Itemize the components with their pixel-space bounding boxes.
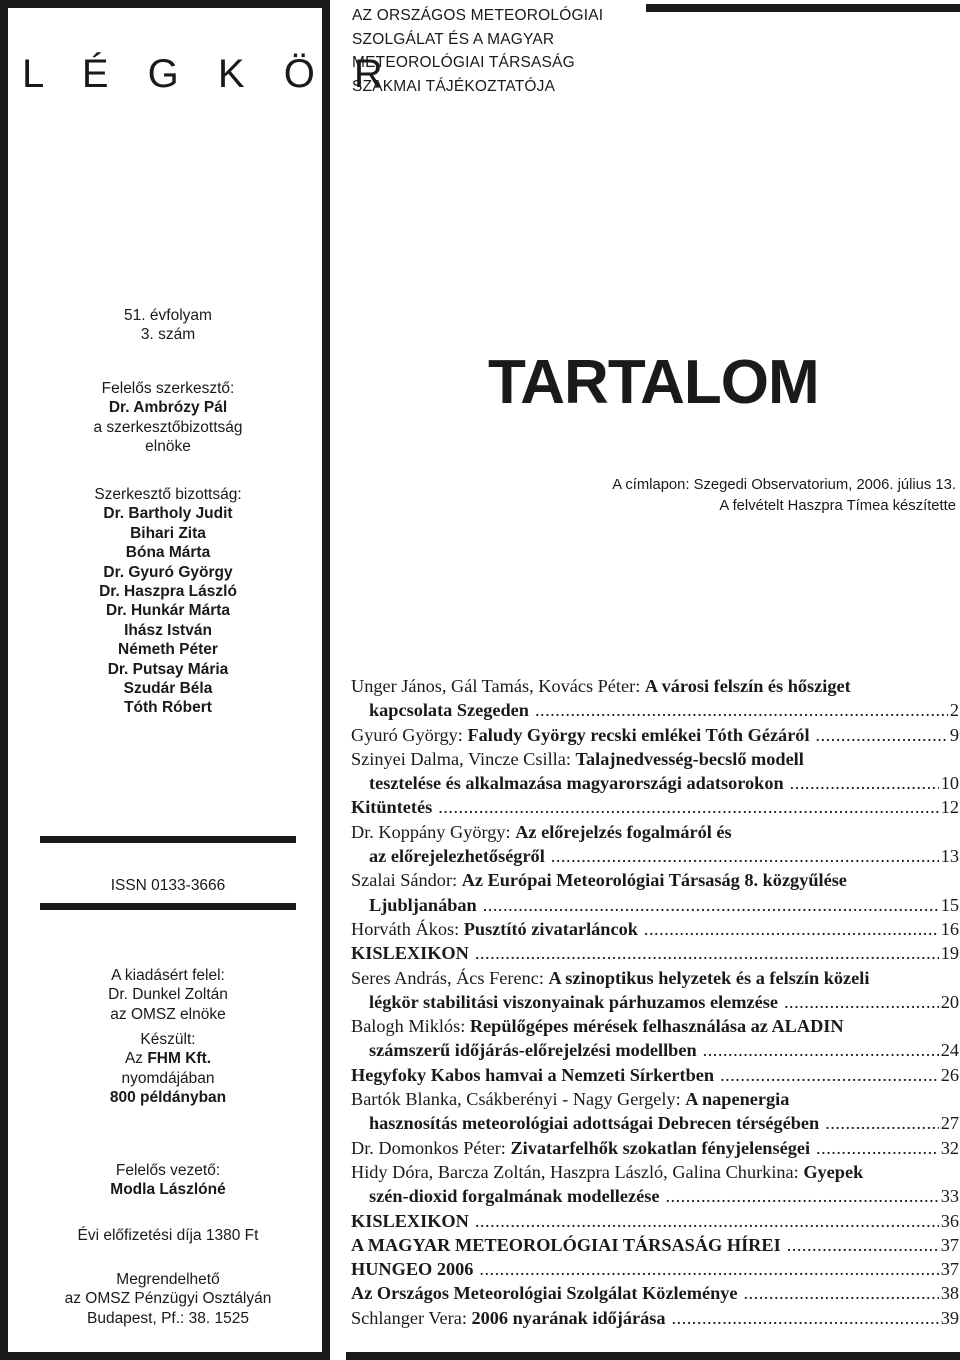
toc-authors: Szalai Sándor: — [351, 870, 458, 891]
board-label: Szerkesztő bizottság: — [94, 486, 242, 503]
made-label: Készült: — [140, 1031, 196, 1048]
toc-page-number: 9 — [949, 724, 959, 745]
toc-title: A napenergia — [685, 1089, 790, 1110]
toc-title-continued: hasznosítás meteorológiai adottságai Debrecen térségében — [369, 1113, 820, 1134]
toc-leader-dots — [672, 1306, 939, 1330]
toc-title: A MAGYAR METEOROLÓGIAI TÁRSASÁG HÍREI — [351, 1234, 781, 1255]
toc-authors: Horváth Ákos: — [351, 918, 460, 939]
toc-entry[interactable] — [351, 1233, 959, 1257]
toc-entry-line — [351, 966, 959, 990]
toc-entry-line — [351, 1038, 959, 1062]
board-member: Dr. Haszpra László — [99, 583, 237, 601]
publisher-responsible-name: Dr. Dunkel Zoltán — [108, 986, 228, 1004]
toc-authors: Hidy Dóra, Barcza Zoltán, Haszpra László, Galina Churkina: — [351, 1161, 799, 1182]
toc-entry-line — [351, 723, 959, 747]
toc-title: A városi felszín és hősziget — [644, 676, 851, 696]
toc-entry-text — [351, 1063, 714, 1087]
toc-authors: Seres András, Ács Ferenc: — [351, 967, 544, 988]
toc-title: KISLEXIKON — [351, 1210, 469, 1231]
order-label: Megrendelhető — [116, 1271, 220, 1288]
printing-info — [40, 1030, 296, 1108]
toc-entry[interactable] — [351, 1087, 959, 1136]
toc-entry-line — [351, 1014, 959, 1038]
editor-label: Felelős szerkesztő: — [101, 380, 235, 397]
toc-leader-dots — [825, 1111, 939, 1135]
toc-title-continued: szén-dioxid forgalmának modellezése — [369, 1186, 660, 1207]
publisher-responsible — [40, 966, 296, 1024]
toc-entry-line — [351, 1233, 959, 1257]
toc-entry[interactable] — [351, 966, 959, 1015]
frame-top-left-bar — [0, 0, 330, 8]
editor-info — [40, 379, 296, 457]
toc-title-continued: kapcsolata Szegeden — [369, 700, 529, 721]
toc-entry[interactable] — [351, 723, 959, 747]
toc-authors: Balogh Miklós: — [351, 1016, 466, 1037]
toc-entry-line — [351, 941, 959, 965]
toc-entry-text — [351, 676, 851, 696]
toc-title: A szinoptikus helyzetek és a felszín közeli — [548, 967, 870, 988]
toc-page-number: 12 — [940, 797, 959, 818]
toc-leader-dots — [790, 771, 939, 795]
toc-entry[interactable] — [351, 941, 959, 965]
frame-mid-bar — [322, 0, 330, 1360]
board-member: Dr. Putsay Mária — [107, 660, 229, 678]
toc-authors: Schlanger Vera: — [351, 1307, 467, 1328]
toc-leader-dots — [784, 990, 939, 1014]
board-member: Dr. Gyuró György — [103, 563, 233, 581]
toc-entry-line — [351, 893, 959, 917]
made-place: nyomdájában — [121, 1069, 215, 1087]
toc-page-number: 10 — [940, 773, 959, 794]
toc-entry-line — [351, 868, 959, 892]
toc-page-number: 24 — [940, 1040, 959, 1061]
toc-entry-line — [351, 844, 959, 868]
toc-leader-dots — [744, 1281, 939, 1305]
toc-entry[interactable] — [351, 1063, 959, 1087]
toc-page-number: 13 — [940, 846, 959, 867]
order-where: az OMSZ Pénzügyi Osztályán — [64, 1290, 272, 1308]
toc-entry[interactable] — [351, 820, 959, 869]
toc-entry-line — [351, 795, 959, 819]
toc-leader-dots — [644, 917, 939, 941]
toc-entry-line — [351, 1209, 959, 1233]
toc-title: HUNGEO 2006 — [351, 1259, 474, 1280]
toc-leader-dots — [665, 1184, 938, 1208]
toc-leader-dots — [816, 723, 948, 747]
toc-entry-line — [351, 1160, 959, 1184]
frame-left-bar — [0, 0, 8, 1360]
toc-entry-line — [351, 990, 959, 1014]
board-member: Ihász István — [124, 621, 212, 639]
toc-title: KISLEXIKON — [351, 943, 469, 964]
toc-entry-line — [351, 1063, 959, 1087]
cover-caption — [560, 475, 956, 517]
toc-entry-line — [351, 1257, 959, 1281]
toc-page-number: 36 — [940, 1210, 959, 1231]
toc-entry[interactable] — [351, 1209, 959, 1233]
toc-entry[interactable] — [351, 868, 959, 917]
toc-page-number: 20 — [940, 991, 959, 1012]
order-address: Budapest, Pf.: 38. 1525 — [86, 1309, 249, 1327]
toc-page-number: 19 — [940, 943, 959, 964]
toc-title-continued: légkör stabilitási viszonyainak párhuzamos elemzése — [369, 991, 778, 1012]
toc-leader-dots — [551, 844, 939, 868]
toc-entry[interactable] — [351, 747, 959, 796]
editorial-board — [40, 485, 296, 718]
toc-title: Az előrejelzés fogalmáról és — [515, 821, 732, 842]
toc-authors: Unger János, Gál Tamás, Kovács Péter: — [351, 676, 641, 696]
bottom-right-rule — [346, 1352, 960, 1360]
toc-page-number: 37 — [940, 1259, 959, 1280]
toc-entry-text — [351, 822, 732, 842]
cover-caption-line: A címlapon: Szegedi Observatorium, 2006. július 13. — [612, 477, 956, 493]
toc-title: Repülőgépes mérések felhasználása az ALADIN — [469, 1016, 844, 1037]
publisher-responsible-label: A kiadásért felel: — [111, 967, 225, 984]
publisher-line: AZ ORSZÁGOS METEOROLÓGIAI — [352, 7, 604, 24]
toc-leader-dots — [483, 893, 939, 917]
toc-title-continued: számszerű időjárás-előrejelzési modellben — [369, 1040, 697, 1061]
toc-entry-text — [351, 1233, 781, 1257]
board-member: Németh Péter — [118, 641, 218, 659]
toc-entry[interactable] — [351, 1136, 959, 1160]
board-member: Tóth Róbert — [124, 699, 212, 717]
toc-leader-dots — [475, 1209, 939, 1233]
toc-title-continued: az előrejelezhetőségről — [369, 846, 545, 867]
toc-page-number: 39 — [940, 1307, 959, 1328]
toc-leader-dots — [535, 698, 948, 722]
toc-entry[interactable] — [351, 1257, 959, 1281]
editor-name: Dr. Ambrózy Pál — [108, 399, 228, 417]
toc-title: 2006 nyarának időjárása — [471, 1307, 666, 1328]
toc-title-continued: tesztelése és alkalmazása magyarországi adatsorokon — [369, 773, 784, 794]
toc-leader-dots — [438, 795, 938, 819]
toc-entry-line — [351, 698, 959, 722]
made-company: FHM Kft. — [147, 1050, 212, 1068]
toc-entry-line — [351, 1184, 959, 1208]
toc-leader-dots — [703, 1038, 939, 1062]
toc-entry-text — [351, 1089, 789, 1109]
journal-title: L É G K Ö R — [22, 52, 397, 96]
toc-entry-text — [351, 723, 810, 747]
issn-number: ISSN 0133-3666 — [110, 877, 226, 894]
board-member: Bihari Zita — [130, 524, 206, 542]
toc-title: Hegyfoky Kabos hamvai a Nemzeti Sírkertben — [351, 1064, 715, 1085]
toc-entry-text — [351, 1281, 738, 1305]
toc-entry-text — [351, 941, 469, 965]
toc-page-number: 2 — [949, 700, 959, 721]
toc-authors: Dr. Koppány György: — [351, 821, 511, 842]
toc-title: Pusztító zivatarláncok — [463, 918, 638, 939]
toc-page-number: 27 — [940, 1113, 959, 1134]
toc-entry[interactable] — [351, 795, 959, 819]
editor-role: a szerkesztőbizottság — [93, 418, 243, 436]
toc-entry-text — [351, 749, 804, 769]
toc-entry-text — [351, 1016, 844, 1036]
toc-entry[interactable] — [351, 674, 959, 723]
made-company-line — [40, 1049, 296, 1068]
toc-entry-line — [351, 1306, 959, 1330]
toc-entry-text — [351, 968, 869, 988]
toc-authors: Dr. Domonkos Péter: — [351, 1137, 506, 1158]
toc-entry-line — [351, 917, 959, 941]
toc-entry[interactable] — [351, 1306, 959, 1330]
table-of-contents — [351, 674, 959, 1330]
toc-entry[interactable] — [351, 1014, 959, 1063]
toc-title: Kitüntetés — [351, 797, 433, 818]
toc-entry-line — [351, 1136, 959, 1160]
cover-caption-line: A felvételt Haszpra Tímea készítette — [719, 498, 956, 514]
issn-rule-bottom — [40, 903, 296, 910]
toc-title: Gyepek — [803, 1161, 864, 1182]
toc-entry-text — [351, 795, 432, 819]
toc-page-number: 38 — [940, 1283, 959, 1304]
top-right-rule — [646, 4, 960, 12]
toc-entry-text — [351, 870, 847, 890]
toc-leader-dots — [475, 941, 939, 965]
toc-page-number: 26 — [940, 1064, 959, 1085]
manager-label: Felelős vezető: — [115, 1162, 221, 1179]
contents-heading: TARTALOM — [488, 348, 819, 417]
toc-entry-line — [351, 674, 959, 698]
toc-leader-dots — [720, 1063, 939, 1087]
subscription-info — [40, 1226, 296, 1245]
toc-title: Faludy György recski emlékei Tóth Gézáról — [467, 724, 810, 745]
publisher-statement — [352, 4, 603, 98]
board-member: Dr. Hunkár Márta — [105, 602, 231, 620]
board-member: Dr. Bartholy Judit — [103, 505, 233, 523]
manager-info — [40, 1161, 296, 1200]
toc-authors: Szinyei Dalma, Vincze Csilla: — [351, 748, 571, 769]
made-prefix: Az — [124, 1050, 144, 1068]
frame-bottom-bar — [0, 1352, 330, 1360]
toc-entry-line — [351, 1111, 959, 1135]
toc-title: Talajnedvesség-becslő modell — [575, 748, 804, 769]
volume-info — [40, 306, 296, 345]
toc-entry[interactable] — [351, 1160, 959, 1209]
toc-entry-text — [351, 1257, 473, 1281]
toc-authors: Gyuró György: — [351, 724, 463, 745]
toc-title: Az Európai Meteorológiai Társaság 8. közgyűlése — [461, 870, 847, 891]
copies: 800 példányban — [109, 1089, 227, 1107]
toc-page-number: 32 — [940, 1137, 959, 1158]
publisher-line: METEOROLÓGIAI TÁRSASÁG — [352, 54, 575, 71]
issue-label: 3. szám — [140, 326, 196, 344]
toc-entry[interactable] — [351, 1281, 959, 1305]
toc-leader-dots — [816, 1136, 939, 1160]
publisher-line: SZOLGÁLAT ÉS A MAGYAR — [352, 30, 555, 48]
toc-title: Az Országos Meteorológiai Szolgálat Közleménye — [351, 1283, 738, 1304]
publisher-responsible-role: az OMSZ elnöke — [110, 1005, 226, 1023]
subscription-price: Évi előfizetési díja 1380 Ft — [77, 1227, 259, 1244]
editor-role: elnöke — [145, 438, 191, 456]
toc-entry-text — [351, 1209, 469, 1233]
toc-entry-line — [351, 1087, 959, 1111]
toc-title: Zivatarfelhők szokatlan fényjelenségei — [510, 1137, 811, 1158]
toc-leader-dots — [479, 1257, 938, 1281]
publisher-line: SZAKMAI TÁJÉKOZTATÓJA — [352, 77, 556, 95]
manager-name: Modla Lászlóné — [110, 1181, 226, 1199]
order-info — [40, 1270, 296, 1328]
toc-entry-text — [351, 1136, 810, 1160]
toc-entry-line — [351, 771, 959, 795]
issn — [40, 876, 296, 895]
toc-page-number: 15 — [940, 894, 959, 915]
toc-page-number: 33 — [940, 1186, 959, 1207]
toc-entry-text — [351, 1162, 863, 1182]
board-member: Bóna Márta — [125, 544, 211, 562]
toc-entry-line — [351, 1281, 959, 1305]
toc-entry-text — [351, 1306, 666, 1330]
toc-page-number: 37 — [940, 1234, 959, 1255]
toc-entry-text — [351, 917, 638, 941]
board-member: Szudár Béla — [123, 680, 213, 698]
toc-authors: Bartók Blanka, Csákberényi - Nagy Gergely: — [351, 1089, 681, 1110]
toc-entry-line — [351, 820, 959, 844]
toc-leader-dots — [787, 1233, 939, 1257]
toc-entry[interactable] — [351, 917, 959, 941]
toc-page-number: 16 — [940, 918, 959, 939]
toc-entry-line — [351, 747, 959, 771]
toc-title-continued: Ljubljanában — [369, 894, 477, 915]
volume-label: 51. évfolyam — [124, 307, 212, 324]
issn-rule-top — [40, 836, 296, 843]
